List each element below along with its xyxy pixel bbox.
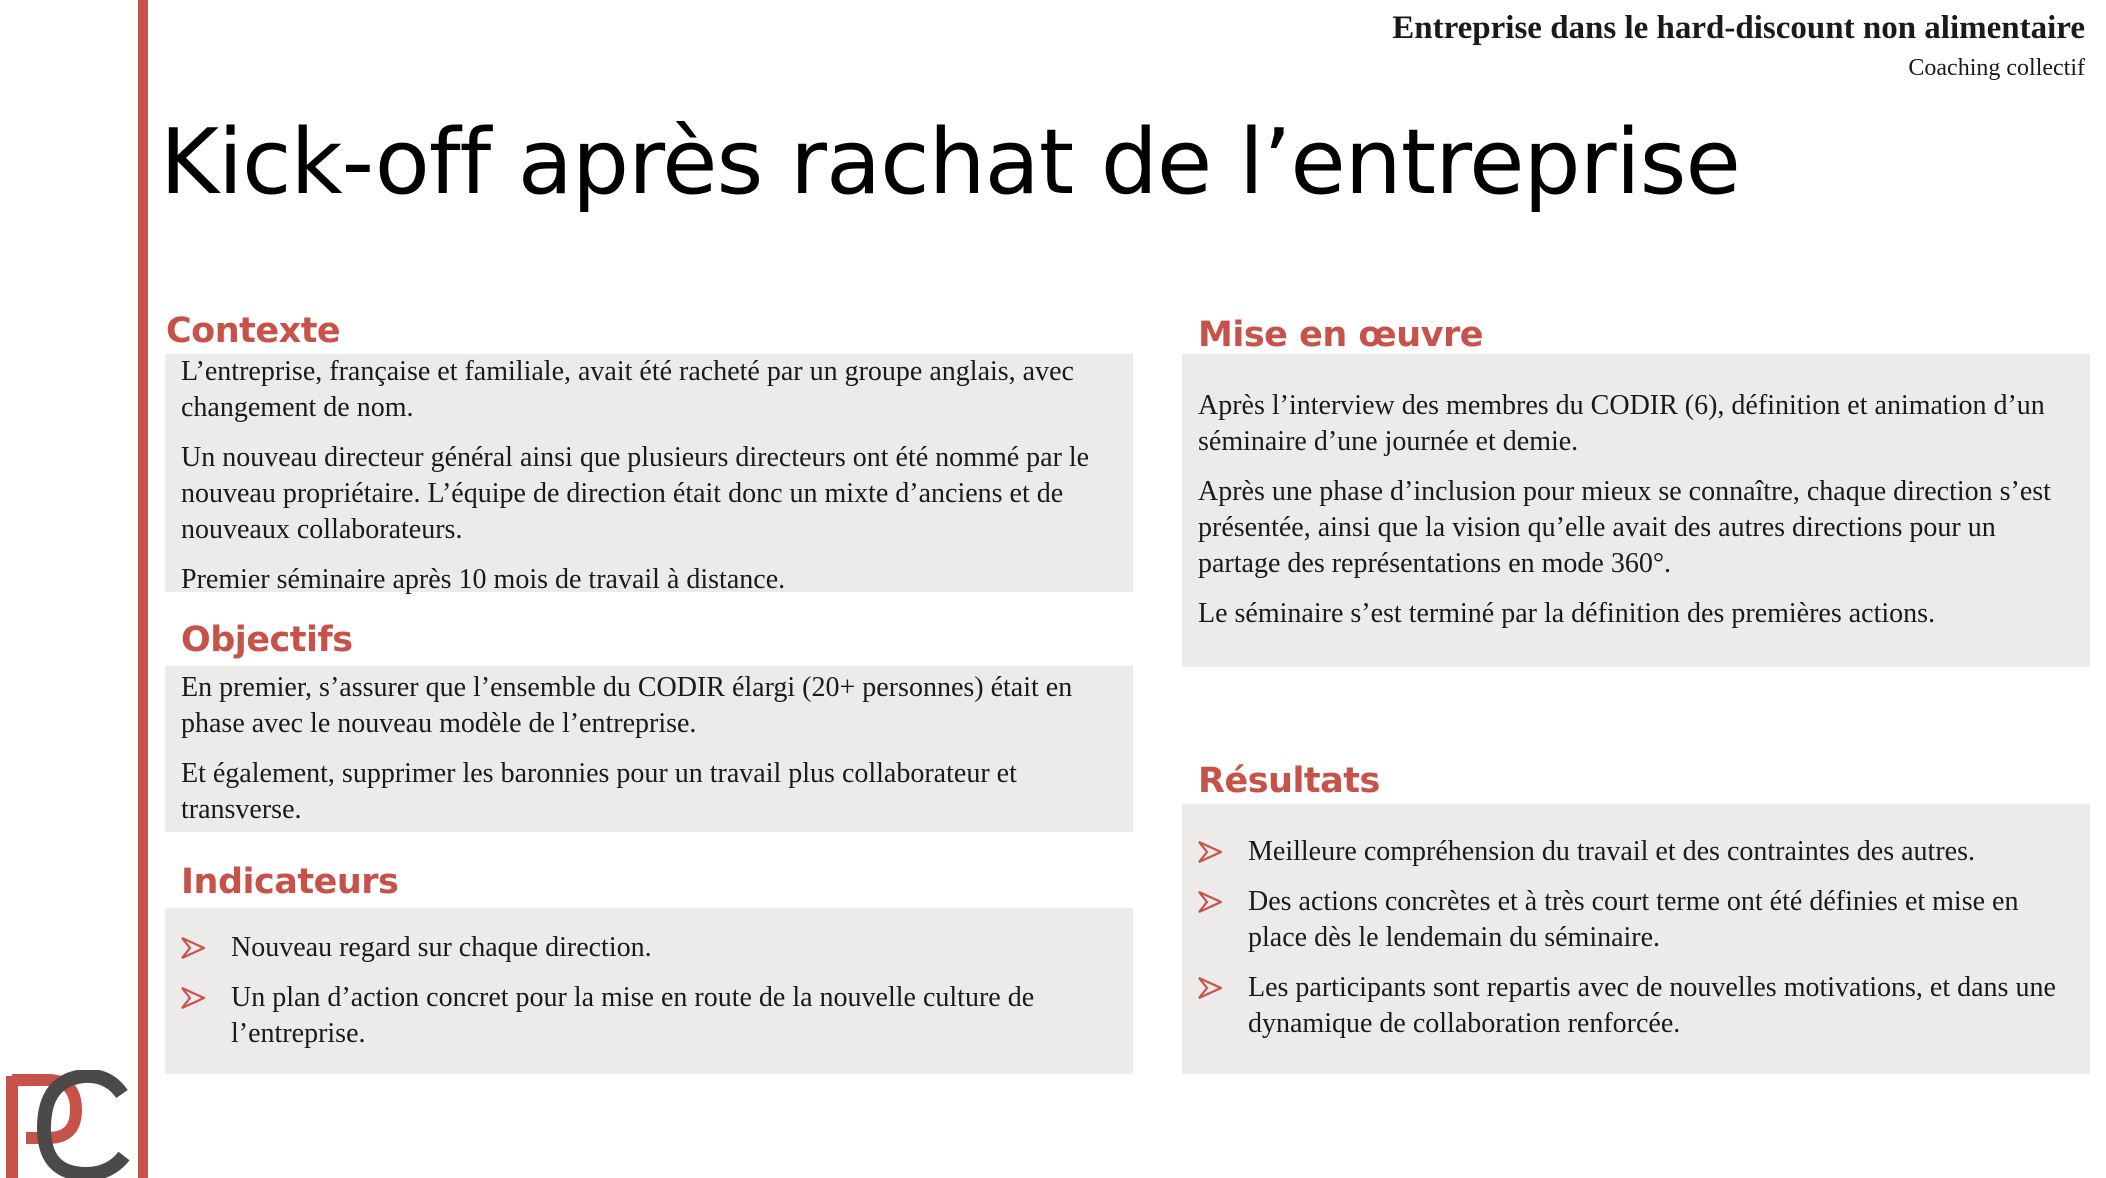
resultats-item-text: Des actions concrètes et à très court terme ont été définies et mise en place dès le lendemain du séminaire.	[1248, 886, 2019, 953]
indicateurs-item-text: Nouveau regard sur chaque direction.	[231, 932, 652, 963]
indicateurs-item-text: Un plan d’action concret pour la mise en route de la nouvelle culture de l’entreprise.	[231, 982, 1035, 1049]
mise-en-oeuvre-paragraph: Le séminaire s’est terminé par la définition des premières actions.	[1198, 598, 1936, 629]
list-item	[181, 930, 1115, 966]
objectifs-box	[165, 666, 1133, 832]
list-item	[1198, 834, 2072, 870]
arrow-bullet-icon	[1198, 976, 1222, 1000]
resultats-item-text: Les participants sont repartis avec de nouvelles motivations, et dans une dynamique de collaboration renforcée.	[1248, 972, 2056, 1039]
accent-vertical-bar	[138, 0, 148, 1178]
mise-en-oeuvre-box	[1182, 354, 2090, 667]
section-title-resultats: Résultats	[1198, 761, 1380, 801]
list-item	[1198, 884, 2072, 956]
page-title: Kick-off après rachat de l’entreprise	[160, 110, 1740, 215]
arrow-bullet-icon	[181, 986, 205, 1010]
arrow-bullet-icon	[181, 936, 205, 960]
contexte-paragraph: L’entreprise, française et familiale, avait été racheté par un groupe anglais, avec changement de nom.	[181, 356, 1074, 423]
list-item	[181, 980, 1115, 1052]
contexte-paragraph: Un nouveau directeur général ainsi que plusieurs directeurs ont été nommé par le nouveau propriétaire. L’équipe de direction était donc un mixte d’anciens et de nouveaux collaborateurs.	[181, 442, 1090, 545]
header-subtitle: Coaching collectif	[1908, 55, 2085, 81]
list-item	[1198, 970, 2072, 1042]
arrow-bullet-icon	[1198, 840, 1222, 864]
logo-icon	[0, 1070, 130, 1178]
objectifs-paragraph: En premier, s’assurer que l’ensemble du CODIR élargi (20+ personnes) était en phase avec le nouveau modèle de l’entreprise.	[181, 672, 1073, 739]
resultats-list	[1198, 834, 2072, 1042]
indicateurs-list	[181, 930, 1115, 1052]
arrow-bullet-icon	[1198, 890, 1222, 914]
objectifs-paragraph: Et également, supprimer les baronnies pour un travail plus collaborateur et transverse.	[181, 758, 1017, 825]
section-title-indicateurs: Indicateurs	[181, 862, 399, 902]
mise-en-oeuvre-paragraph: Après une phase d’inclusion pour mieux se connaître, chaque direction s’est présentée, ainsi que la vision qu’elle avait des autres directions pour un partage des représentations en mode 360°.	[1198, 476, 2051, 579]
header-title: Entreprise dans le hard-discount non alimentaire	[1392, 10, 2085, 46]
indicateurs-box	[165, 908, 1133, 1074]
resultats-item-text: Meilleure compréhension du travail et des contraintes des autres.	[1248, 836, 1975, 867]
section-title-objectifs: Objectifs	[181, 620, 353, 660]
contexte-paragraph: Premier séminaire après 10 mois de travail à distance.	[181, 564, 786, 595]
resultats-box	[1182, 804, 2090, 1074]
mise-en-oeuvre-paragraph: Après l’interview des membres du CODIR (6), définition et animation d’un séminaire d’une journée et demie.	[1198, 390, 2045, 457]
contexte-box	[165, 354, 1133, 595]
section-title-mise-en-oeuvre: Mise en œuvre	[1198, 315, 1483, 355]
section-title-contexte: Contexte	[166, 311, 341, 351]
